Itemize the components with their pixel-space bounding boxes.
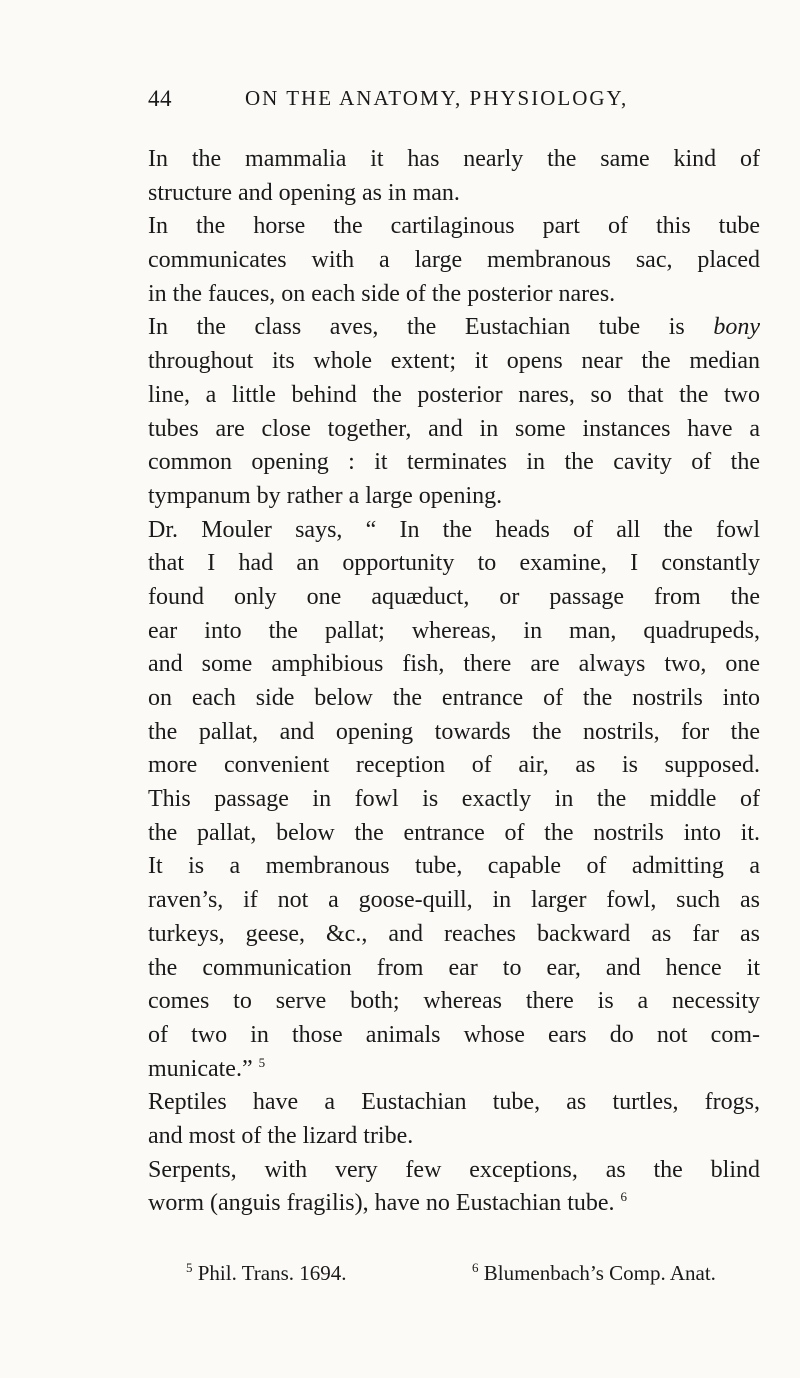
footnote (472, 1261, 716, 1286)
text-line-with-emphasis (148, 311, 760, 345)
text-line: line, a little behind the posterior nares, so that the two (148, 381, 760, 408)
footnote-marker: 6 (472, 1260, 479, 1275)
footnote (186, 1261, 347, 1286)
text-line: more convenient reception of air, as is supposed. (148, 752, 760, 779)
text-line: the pallat, below the entrance of the nostrils into it. (148, 819, 760, 846)
page-number: 44 (148, 86, 172, 111)
text-line: structure and opening as in man. (148, 179, 460, 206)
text-line: comes to serve both; whereas there is a necessity (148, 988, 760, 1015)
text-line: It is a membranous tube, capable of admitting a (148, 853, 760, 880)
text-line-with-reference (148, 1187, 760, 1221)
footnote-marker: 5 (186, 1260, 193, 1275)
text-line: tympanum by rather a large opening. (148, 482, 503, 509)
text-line: and most of the lizard tribe. (148, 1122, 414, 1149)
text-line: turkeys, geese, &c., and reaches backward as far as (148, 920, 760, 947)
text-line: of two in those animals whose ears do not com- (148, 1021, 760, 1048)
text-segment: municate.” (148, 1055, 253, 1082)
text-line: communicates with a large membranous sac, placed (148, 247, 760, 274)
text-line: In the mammalia it has nearly the same kind of (148, 146, 760, 172)
text-line: common opening : it terminates in the cavity of the (148, 449, 760, 476)
footnotes (186, 1261, 760, 1291)
text-segment: worm (anguis fragilis), have no Eustachian tube. (148, 1190, 615, 1217)
text-line: Dr. Mouler says, “ In the heads of all the fowl (148, 516, 760, 543)
text-line: raven’s, if not a goose-quill, in larger fowl, such as (148, 887, 760, 914)
text-line: the communication from ear to ear, and hence it (148, 954, 760, 981)
text-line: in the fauces, on each side of the posterior nares. (148, 280, 616, 307)
text-segment: In the class aves, the Eustachian tube is (148, 314, 685, 341)
text-line: This passage in fowl is exactly in the middle of (148, 786, 760, 813)
text-line: that I had an opportunity to examine, I constantly (148, 550, 760, 577)
body-text (148, 143, 760, 1221)
running-title: ON THE ANATOMY, PHYSIOLOGY, (245, 86, 629, 110)
text-line: ear into the pallat; whereas, in man, quadrupeds, (148, 617, 760, 644)
footnote-text: Blumenbach’s Comp. Anat. (483, 1261, 716, 1285)
text-line: and some amphibious fish, there are always two, one (148, 651, 760, 678)
emphasis-word: bony (713, 314, 760, 341)
text-line: tubes are close together, and in some instances have a (148, 415, 760, 442)
text-line: the pallat, and opening towards the nostrils, for the (148, 718, 760, 745)
running-head (0, 86, 800, 116)
text-line: In the horse the cartilaginous part of this tube (148, 213, 760, 240)
text-line: on each side below the entrance of the nostrils into (148, 685, 760, 711)
text-line-with-reference (148, 1053, 760, 1087)
footnote-reference: 6 (620, 1189, 628, 1205)
text-line: Reptiles have a Eustachian tube, as turtles, frogs, (148, 1089, 760, 1116)
text-line: found only one aquæduct, or passage from the (148, 583, 760, 610)
text-line: throughout its whole extent; it opens near the median (148, 348, 760, 375)
footnote-reference: 5 (258, 1054, 266, 1070)
footnote-text: Phil. Trans. 1694. (197, 1261, 347, 1285)
text-line: Serpents, with very few exceptions, as the blind (148, 1156, 760, 1183)
